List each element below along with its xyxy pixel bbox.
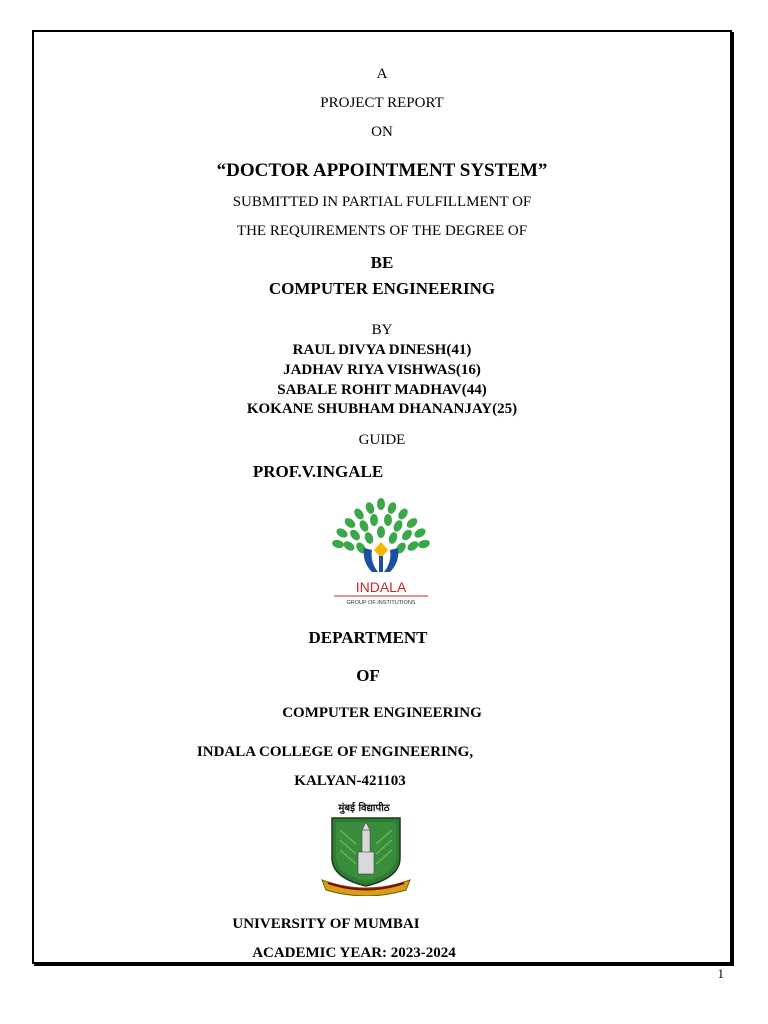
hands-icon — [364, 542, 399, 572]
page-number: 1 — [717, 966, 724, 981]
crest-devanagari-title: मुंबई विद्यापीठ — [338, 803, 390, 814]
project-title: “DOCTOR APPOINTMENT SYSTEM” — [216, 160, 548, 181]
submission-line-2: THE REQUIREMENTS OF THE DEGREE OF — [236, 223, 528, 239]
indala-logo-name: INDALA — [355, 579, 407, 595]
submission-line-1: SUBMITTED IN PARTIAL FULFILLMENT OF — [232, 194, 532, 210]
department-name: COMPUTER ENGINEERING — [282, 705, 482, 721]
indala-logo-tagline: GROUP OF INSTITUTIONS — [346, 600, 416, 606]
indala-logo — [328, 496, 434, 608]
department-of: OF — [356, 666, 380, 685]
guide-label: GUIDE — [358, 432, 406, 448]
student-2: JADHAV RIYA VISHWAS(16) — [283, 362, 481, 378]
header-on: ON — [371, 124, 393, 140]
college-name: INDALA COLLEGE OF ENGINEERING, — [196, 744, 474, 760]
degree-name: BE — [370, 253, 394, 272]
university-name: UNIVERSITY OF MUMBAI — [232, 916, 420, 932]
department-label: DEPARTMENT — [308, 628, 428, 647]
degree-branch: COMPUTER ENGINEERING — [268, 279, 496, 298]
header-project-report: PROJECT REPORT — [320, 95, 444, 111]
student-1: RAUL DIVYA DINESH(41) — [292, 342, 472, 358]
university-of-mumbai-crest — [318, 800, 418, 896]
guide-name: PROF.V.INGALE — [252, 462, 384, 481]
header-a: A — [376, 66, 388, 82]
student-4: KOKANE SHUBHAM DHANANJAY(25) — [246, 401, 518, 417]
academic-year: ACADEMIC YEAR: 2023-2024 — [252, 945, 456, 961]
by-label: BY — [371, 322, 393, 338]
student-3: SABALE ROHIT MADHAV(44) — [277, 382, 487, 398]
college-city: KALYAN-421103 — [294, 773, 406, 789]
